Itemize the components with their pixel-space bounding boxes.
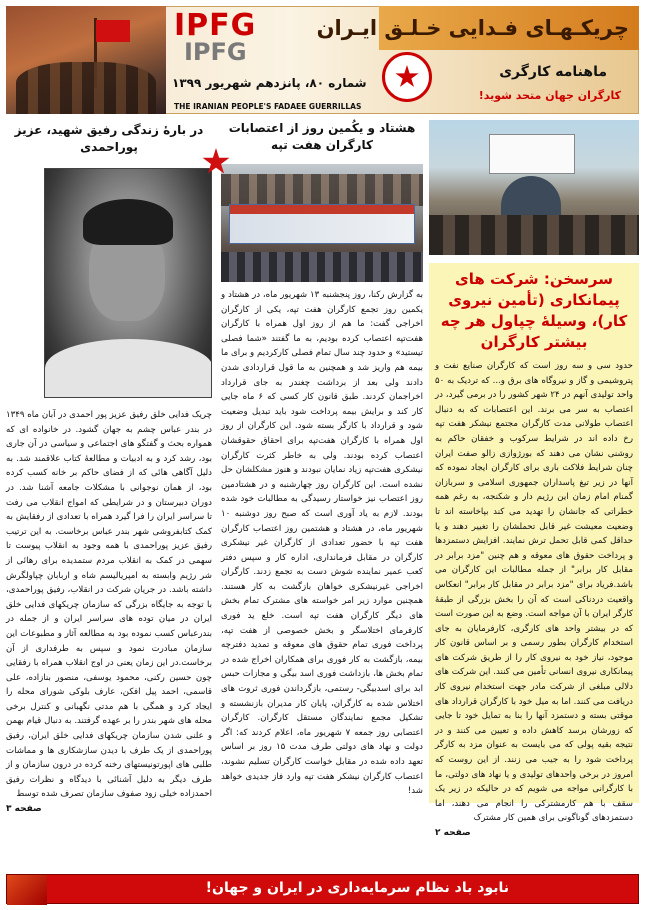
left-article-body: چریک فدایی خلق رفیق عزیز پور احمدی در آبان ماه ۱۳۴۹ در بندر عباس چشم به جهان گشود. در خانواده ای که همواره بحث و گفتگو های اجتماعی و سیاسی در آن جاری بود، رشد کرد و به ادبیات و مطالعهٔ کتاب علاقمند شد. به دلیل آگاهی هائی که از فضای حاکم بر خانه کسب کرده بود، از همان نوجوانی با مشکلات جامعه آشنا شد. در دوران دبیرستان و در شرایطی که امواج انقلاب می رفت تا سراسر ایران را فرا گیرد همراه با تعدادی از رفقایش به کمک کتابفروشی شهر بندر عباس برخاست. به این ترتیب رفیق عزیز پوراحمدی با همه وجود به انقلاب پیوست تا سهمی در کمک به انقلاب مردم ستمدیده برای رهائی از شر رژیم وابسته به امپریالیسم شاه و اربابان چپاولگرش داشته باشد. در جریان شرکت در انقلاب، رفیق پوراحمدی، با توجه به جایگاه بزرگی که سازمان چریکهای فدایی خلق ایران در میان توده های سراسر ایران و از جمله در بندرعباس کسب نموده بود به مطالعه آثار و مطبوعات این سازمان مبادرت نمود و سپس به طرفداری از آن برخاست.در این زمان یعنی در اوج انقلاب همراه با رفقایی چون حسین رکنی، محمود یوسفی، منصور بنازاده، علی قاسمی، احمد پیل افکن، عارف بلوکی شورای محله را ایجاد کرد و همگی با هم مدتی نگهبانی و کنترل برخی محله های شهر بندر را بر عهده گرفتند. به دنبال قیام بهمن و علنی شدن سازمان چریکهای فدایی خلق ایران، رفیق پوراحمدی از یک طرف با دیدن سازشکاری ها و مماشات طلبی های اپورتونیستهای رخنه کرده در درون سازمان و از طرف دیگر به دلیل آشنائی با دیدگاه و نظرات رفیق احمدزاده خیلی زود صفوف سازمان تصرف شده توسط <box>6 410 212 800</box>
crowd-heads <box>221 174 423 206</box>
portrait-photo <box>44 168 212 398</box>
masthead-issue-number: شماره ۸۰، پانزدهم شهریور ۱۳۹۹ <box>172 76 367 90</box>
masthead-ipfg-logo-shadow: IPFG <box>184 38 247 66</box>
editorial-body: حدود سی و سه روز است که کارگران صنایع نفت و پتروشیمی و گاز و نیروگاه های برق و... که تردیک به ۵۰ واحد تولیدی آنهم در ۲۴ شهر کشور را در برمی گیرد، در اعتصاب به سر می برند. این اعتصابات که به دنبال اعتصاب طولانی مدت کارگران مجتمع نیشکر هفت تپه رخ داده اند در شرایط سرکوب و خفقان حاکم به روشنی نشان می دهند که بورژوازی زالو صفت ایران چنان شرایط فلاکت باری برای کارگران ایجاد نموده که آنها در زیر تیغ پاسداران جمهوری اسلامی و سربازان گمنام امام زمان این رژیم دار و شکنجه، به رغم همه خطراتی که جانشان را تهدید می کند بپاخاسته اند تا وضعیت معیشت غیر قابل تحملشان را تغییر دهند و یا حداقل کمی قابل تحمل ترش نمایند. افزایش دستمزدها و پرداخت حقوق های معوقه و هم چنین "مزد برابر در مقابل کار برابر" از جمله مطالبات این کارگران می باشد.فریاد برای "مزد برابر در مقابل کار برابر" انعکاس واقعیت دردناکی است که آن را بخش بزرگی از طبقهٔ کارگر ایران با آن مواجه است. وضع به این صورت است که در بیشتر واحد های کارگری، کارفرمایان به جای استخدام کارگران بطور رسمی و بر اساس قانون کار موجود، نیاز خود به نیروی کار را از طریق شرکت های پیمانکاری نیروی انسانی تأمین می کنند. این شرکت های دلالی مبلغی از شرکت مادر جهت استخدام نیروی کار دریافت می کنند. اما به میل خود با کارگران قرارداد های موقتی بسته و دستمزد آنها را بنا به تمایل خود تا جایی که زورشان برسد کاهش داده و تعیین می کنند و در نتیجه بقیه پولی که می بایست به عنوان مزد به کارگر پرداخت شود را به جیب می زنند. از این روست که امروز در برخی واحدهای تولیدی و یا نهاد های دولتی، ما با کارگرانی مواجه می شویم که در حالیکه در زیر یک سقف با هم کارمشترکی را انجام می دهند، اما دستمزدهای گوناگونی برای همین کار مشترک <box>435 361 633 824</box>
protest-banner <box>229 204 415 244</box>
left-column <box>6 120 212 814</box>
protest-photo-right <box>429 120 639 255</box>
footer <box>6 874 639 904</box>
masthead-english-tagline: THE IRANIAN PEOPLE'S FADAEE GUERRILLAS <box>174 102 362 111</box>
left-article-headline: در بارهٔ زندگی رفیق شهید، عزیز پوراحمدی <box>14 123 204 154</box>
footer-slogan: نابود باد نظام سرمایه‌داری در ایران و جهان! <box>205 880 509 896</box>
masthead-title: چریکـهـای فـدایی خـلـق ایـران <box>316 16 629 40</box>
left-page-ref: صفحه ۳ <box>6 804 42 815</box>
red-flag-icon <box>96 20 130 42</box>
portrait-shoulders <box>45 339 212 397</box>
footer-emblem-icon <box>7 875 47 905</box>
editorial-box <box>429 263 639 838</box>
middle-article-headline: هشتاد و یکُمین روز از اعتصابات کارگران هفت تپه <box>228 121 416 152</box>
middle-column <box>221 120 423 799</box>
right-column <box>429 120 639 838</box>
painting-figures <box>16 62 156 114</box>
protest-photo-middle <box>221 164 423 282</box>
crowd-legs <box>221 252 423 282</box>
middle-article-body: به گزارش رکنا، روز پنجشنبه ۱۳ شهریور ماه، در هشتاد و یکمین روز تجمع کارگران هفت تپه، یکی از کارگران اخراجی گفت: ما هم از روز اول همراه با کارگران هفت‌تپه اعتصاب کرده بودیم، به ما گفتند «شما فصلی تیستید» و حدود چند سال تمام فصلی کارکردیم و برای ما بیمه هم واریز شد و همچنین به ما قول قراردادی شدن دادند ولی بعد از برداشت چغندر به جای قرارداد اخراجمان کردند. طبق قانون کار کسی که ۶ ماه جایی کار کند و برایش بیمه پرداخت شود باید تبدیل وضعیت شود و قرارداد با کارگر بسته شود. این کارگران از روز اول همراه با کارگران هفت‌تپه برای احقاق حقوقشان اعتصاب کرده بودند. ولی به خاطر کثرت کارگران نیشکری هفت‌تپه زیاد نمایان نبودند و هنوز مشکلشان حل نشده است. این کارگران روز چهارشنبه و در هشتادمین روز اعتصاب نیز خواستار رسیدگی به مطالبات خود شده بودند. لازم به یاد آوری است که صبح روز دوشنبه ۱۰ شهریور ماه، در هشتاد و هشتمین روز اعتصاب کارگران هفت تپه با حضور تعدادی از کارگران غیر نیشکری کارگران در مقابل فرمانداری، اداره کار و سپس دفتر کعب عمیر نماینده شوش دست به تجمع زدند. کارگران اخراجی غیرنیشکری خواهان بازگشت به کار هستند. همچنین موارد زیر امر خواسته های مشترک تمام بخش های دیگر کارگران هفت تپه است. خلع ید فوری کارفرمای اختلاسگر و بخش خصوصی از هفت تپه، پرداخت فوری تمام حقوق های معوقه و تمدید دفترچه بیمه، بازگشت به کار فوری برای همکاران اخراج شده در تمام بخش ها، بازداشت فوری اسد بیگی و مجازات حبس ابد برای اسدبیگی- رستمی، بازگرداندن فوری ثروت های اختلاس شده به کارگران، پایان کار مدیران بازنشسته و تشکیل مجمع نمایندگان مستقل کارگران. کارگران اعتصابی روز جمعه ۷ شهریور ماه، اعلام کردند که: اگر دولت و نهاد های دولتی طرف مدت ۱۵ روز بر اساس تعهد داده شده در مقابل خواست کارگران تسلیم نشوند، اعتصاب کارگران نیشکر هفت تپه وارد فاز جدیدی خواهد شد! <box>221 290 423 797</box>
masthead-painting-image <box>6 6 166 114</box>
editorial-page-ref: صفحه ۲ <box>435 828 471 838</box>
editorial-title: سرسخن: شرکت های پیمانکاری (تأمین نیروی کار)، وسیلهٔ چپاول هر چه بیشتر کارگران <box>440 270 628 351</box>
protest-sign <box>489 134 575 174</box>
masthead <box>6 6 639 114</box>
portrait-hair <box>83 199 173 245</box>
crowd-figures <box>429 215 639 255</box>
banner-red-strip <box>230 205 414 214</box>
masthead-slogan: کارگران جهان متحد شوید! <box>478 89 621 102</box>
masthead-ipfg-logo: IPFG <box>174 8 257 43</box>
masthead-monthly-label: ماهنامه کارگری <box>499 64 607 80</box>
organization-emblem-icon <box>382 52 432 102</box>
